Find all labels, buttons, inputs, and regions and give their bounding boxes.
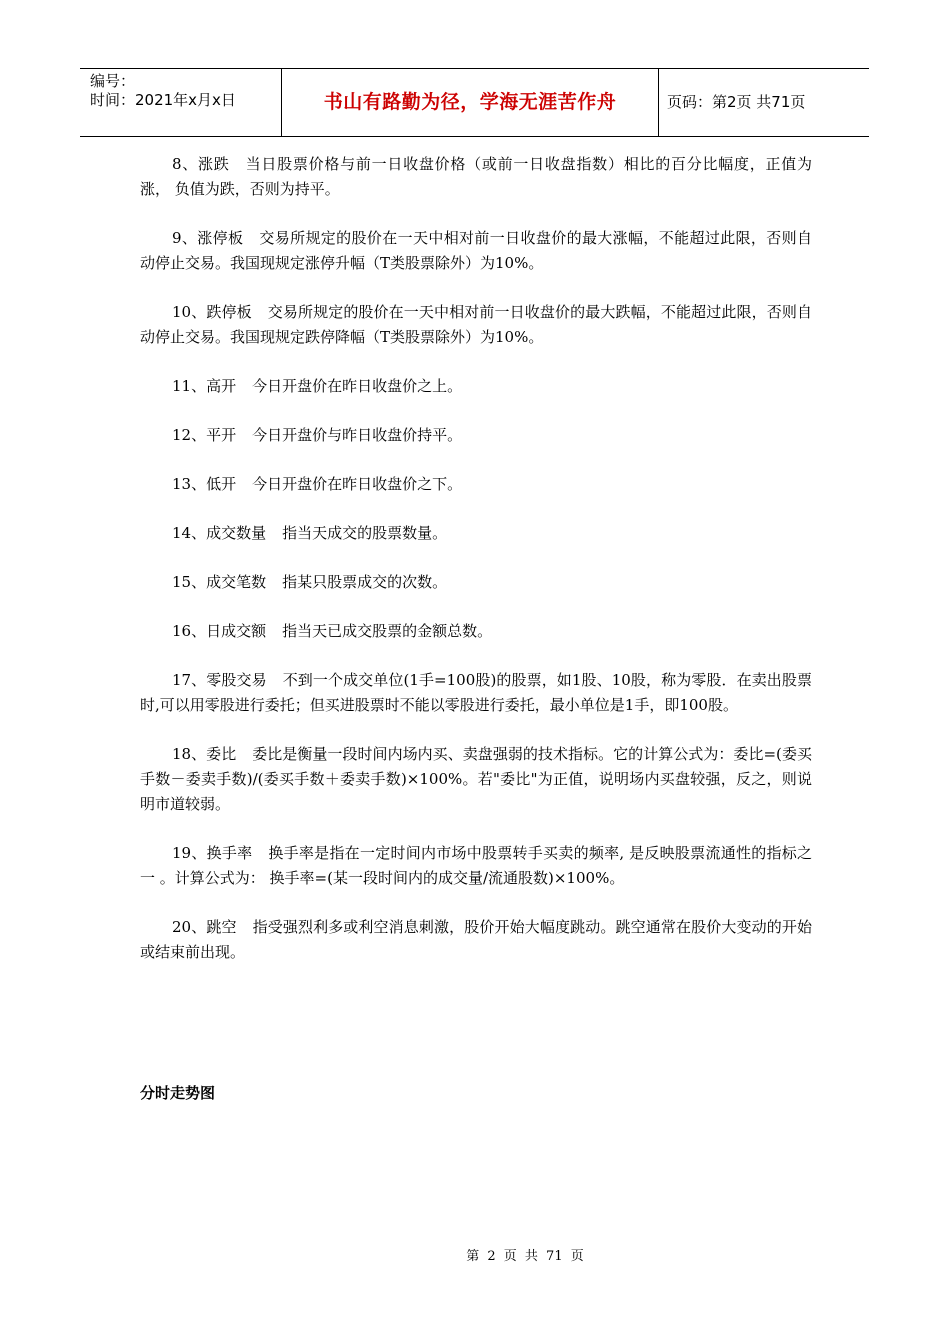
definition-term: 13、低开	[172, 475, 237, 493]
definition-paragraph	[140, 668, 812, 718]
definition-term: 18、委比	[172, 745, 237, 763]
definition-paragraph	[140, 423, 812, 448]
definition-term: 11、高开	[172, 377, 237, 395]
definition-paragraph	[140, 374, 812, 399]
definition-term: 8、涨跌	[172, 155, 230, 173]
definition-paragraph	[140, 152, 812, 202]
definition-text: 交易所规定的股价在一天中相对前一日收盘价的最大跌幅，不能超过此限，否则自动停止交易。我国现规定跌停降幅（T类股票除外）为10%。	[140, 303, 812, 346]
definition-paragraph	[140, 521, 812, 546]
header-number-label: 编号：	[90, 72, 136, 90]
definition-paragraph	[140, 841, 812, 891]
definition-text: 今日开盘价在昨日收盘价之上。	[252, 377, 463, 395]
definition-term: 15、成交笔数	[172, 573, 267, 591]
definition-term: 20、跳空	[172, 918, 237, 936]
definition-text: 交易所规定的股价在一天中相对前一日收盘价的最大涨幅，不能超过此限，否则自动停止交易。我国现规定涨停升幅（T类股票除外）为10%。	[140, 229, 812, 272]
section-title: 分时走势图	[140, 1084, 216, 1102]
definition-text: 不到一个成交单位(1手=100股)的股票，如1股、10股，称为零股．在卖出股票时,可以用零股进行委托；但买进股票时不能以零股进行委托，最小单位是1手，即100股。	[140, 671, 812, 714]
definition-text: 委比是衡量一段时间内场内买、卖盘强弱的技术指标。它的计算公式为：委比=(委买手数－委卖手数)/(委买手数＋委卖手数)×100%。若"委比"为正值，说明场内买盘较强，反之，则说明市道较弱。	[140, 745, 812, 813]
definition-text: 指受强烈利多或利空消息刺激，股价开始大幅度跳动。跳空通常在股价大变动的开始或结束前出现。	[140, 918, 812, 961]
definition-text: 换手率是指在一定时间内市场中股票转手买卖的频率, 是反映股票流通性的指标之一 。计算公式为： 换手率=(某一段时间内的成交量/流通股数)×100%。	[140, 844, 812, 887]
document-body	[140, 152, 812, 989]
definition-term: 17、零股交易	[172, 671, 267, 689]
header-time-label: 时间：2021年x月x日	[90, 91, 236, 109]
header-page-info: 页码：第2页 共71页	[667, 93, 806, 111]
definition-term: 9、涨停板	[172, 229, 244, 247]
definition-text: 今日开盘价与昨日收盘价持平。	[252, 426, 463, 444]
header-meta	[80, 69, 282, 136]
definition-paragraph	[140, 619, 812, 644]
definition-paragraph	[140, 226, 812, 276]
definition-text: 当日股票价格与前一日收盘价格（或前一日收盘指数）相比的百分比幅度，正值为涨， 负值为跌，否则为持平。	[140, 155, 813, 198]
page-header	[80, 68, 869, 137]
definition-paragraph	[140, 300, 812, 350]
definition-paragraph	[140, 472, 812, 497]
header-slogan: 书山有路勤为径，学海无涯苦作舟	[282, 69, 659, 136]
definition-text: 今日开盘价在昨日收盘价之下。	[252, 475, 463, 493]
definition-text: 指当天成交的股票数量。	[282, 524, 448, 542]
definition-text: 指当天已成交股票的金额总数。	[282, 622, 493, 640]
definition-term: 16、日成交额	[172, 622, 267, 640]
definition-term: 10、跌停板	[172, 303, 252, 321]
definition-paragraph	[140, 915, 812, 965]
definition-paragraph	[140, 570, 812, 595]
definition-term: 19、换手率	[172, 844, 253, 862]
definition-term: 12、平开	[172, 426, 237, 444]
definition-paragraph	[140, 742, 812, 817]
definition-text: 指某只股票成交的次数。	[282, 573, 448, 591]
definition-term: 14、成交数量	[172, 524, 267, 542]
page-footer: 第 2 页 共 71 页	[466, 1249, 584, 1264]
